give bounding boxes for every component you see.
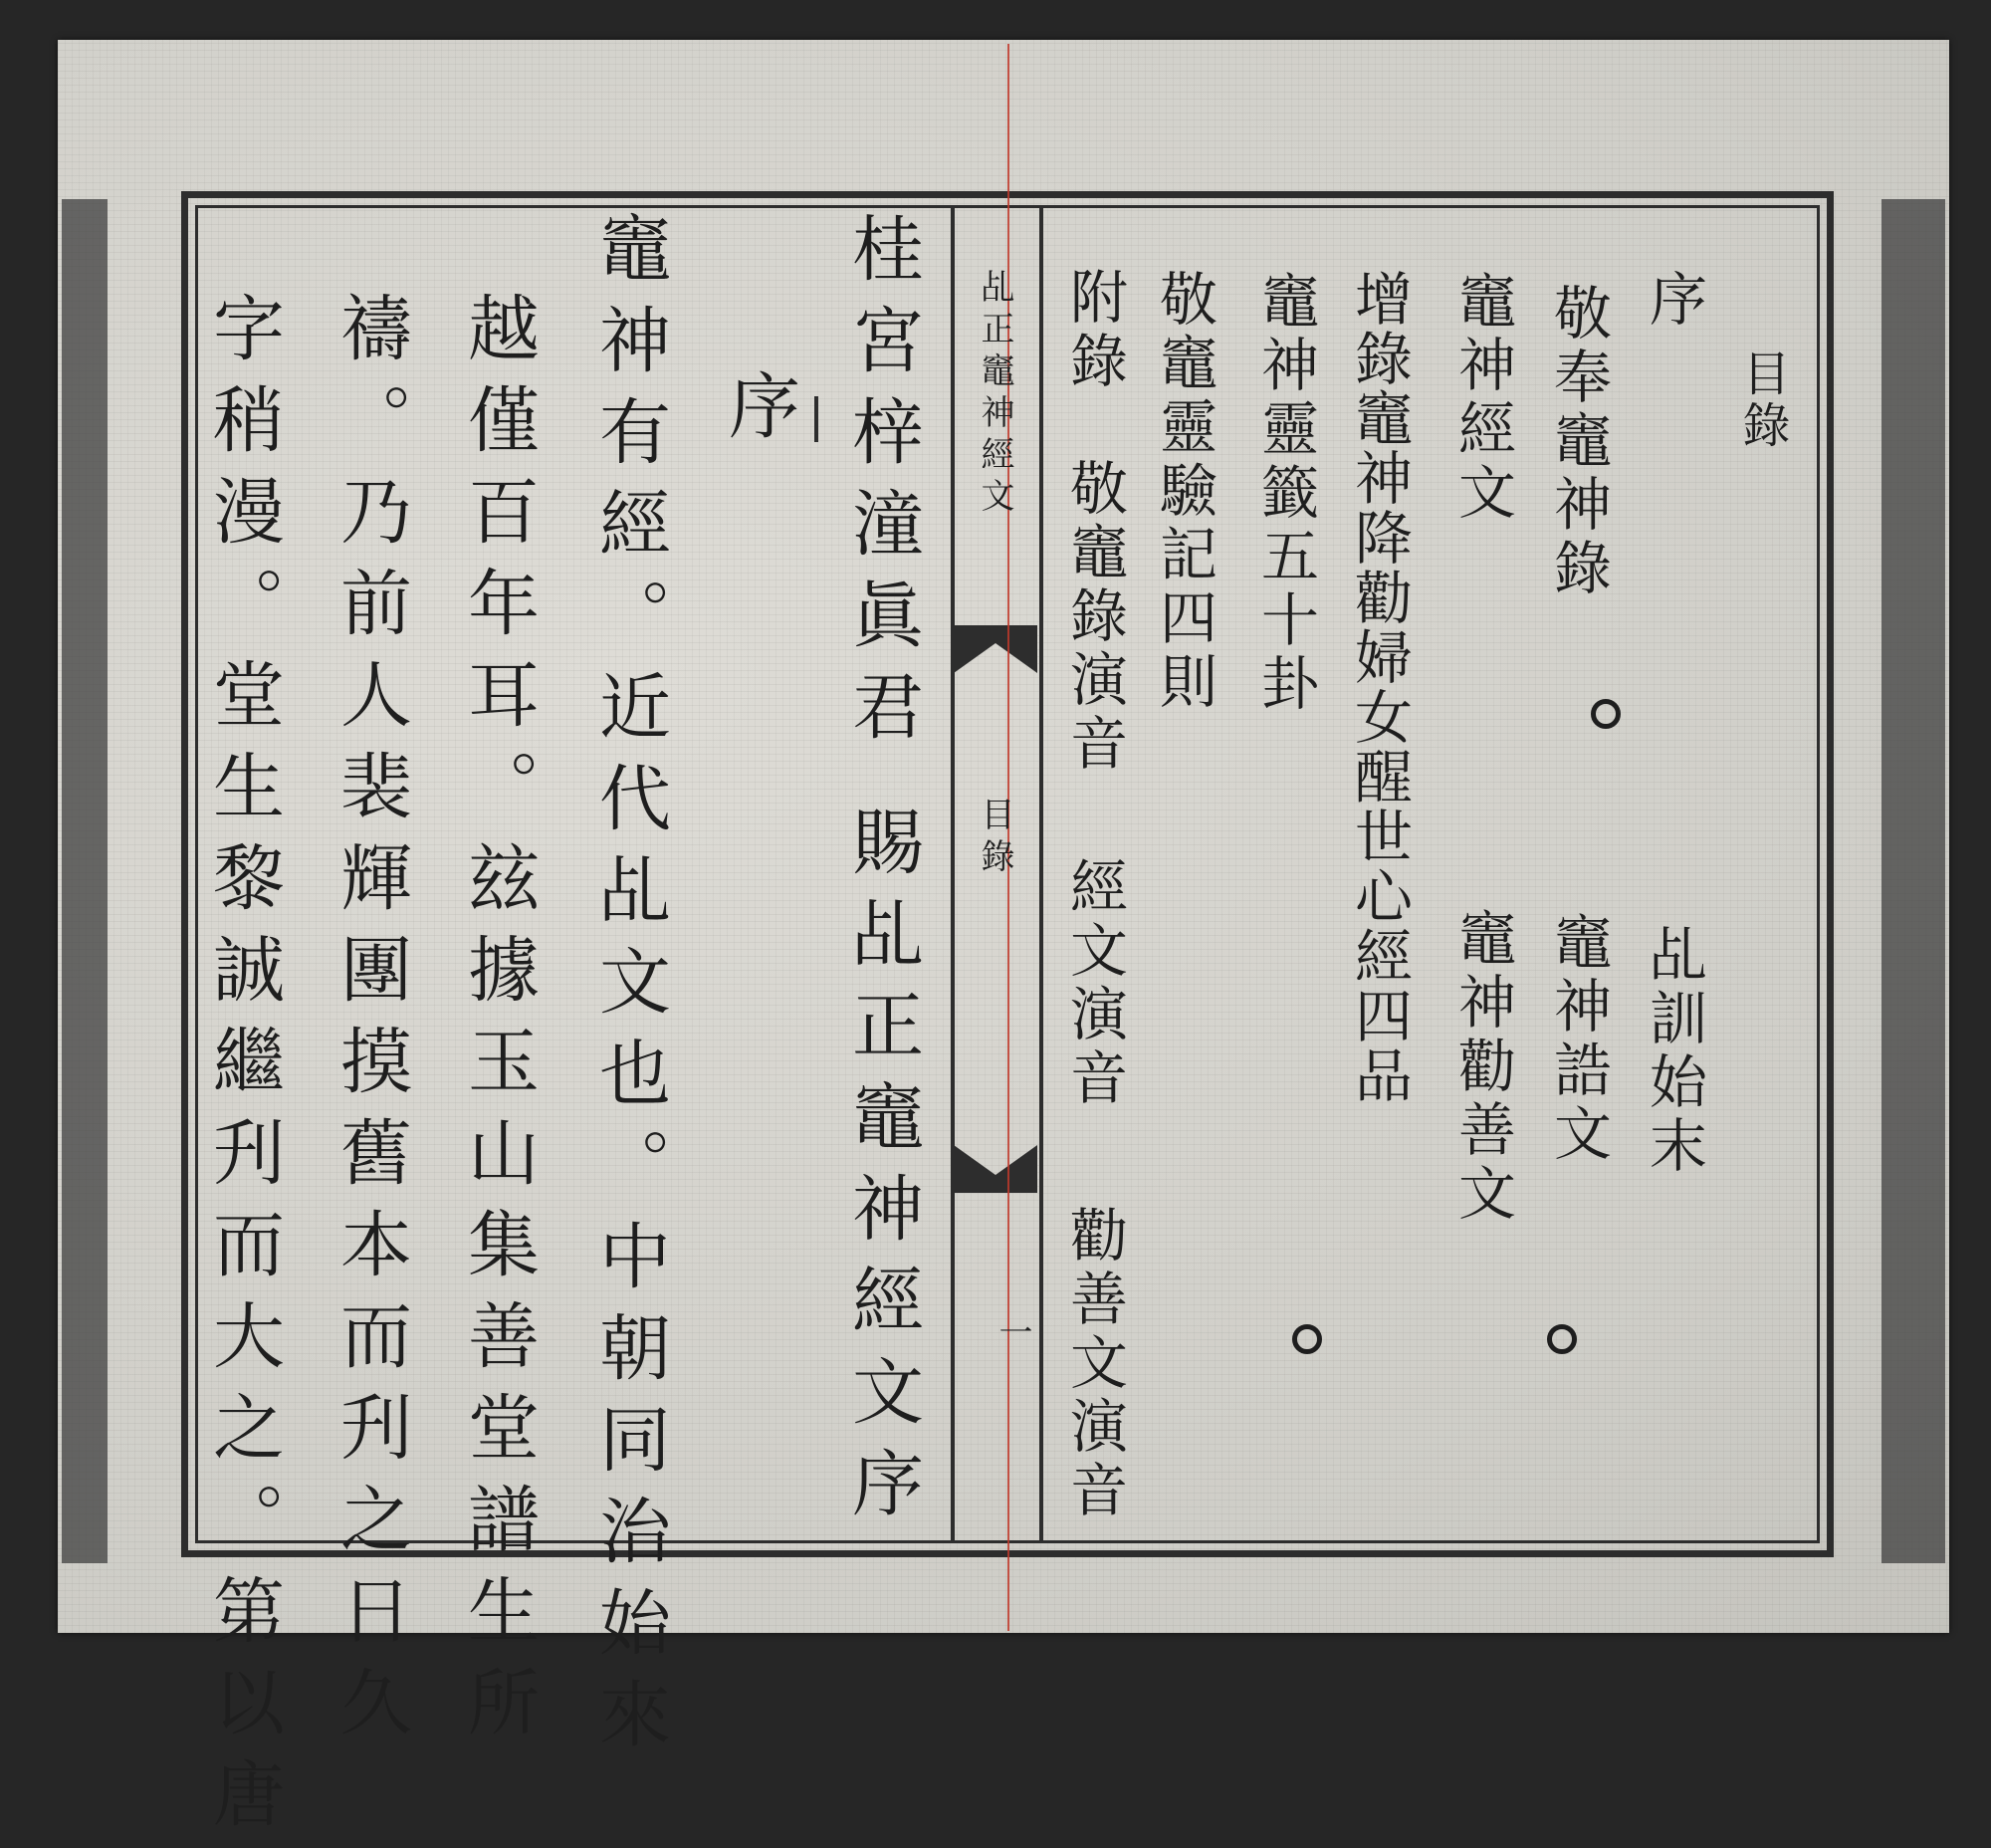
center-column-rule-left [951, 205, 955, 1543]
preface-heading: 序 [717, 368, 800, 460]
preface-body-col-1: 竈神有經。近代乩文也。中朝同治始來 [587, 211, 671, 1768]
contents-entry-7-sub: 經文演音 [1060, 856, 1128, 1111]
contents-entry-1: 序 [1640, 269, 1707, 333]
inked-right-margin [1881, 199, 1945, 1563]
circle-mark [1547, 1324, 1577, 1354]
preface-body-col-2: 越僅百年耳。玆據玉山集善堂譜生所 [456, 291, 540, 1756]
upper-fishtail-mark [954, 625, 1037, 675]
center-page-number: 一 [993, 1314, 1032, 1356]
heading-tick [814, 396, 818, 442]
center-column-rule-right [1039, 205, 1043, 1543]
contents-entry-8-sub: 勸善文演音 [1060, 1205, 1128, 1523]
contents-entry-7: 附錄 敬竈錄演音 [1060, 267, 1128, 777]
contents-entry-2-sub: 竈神誥文 [1544, 912, 1612, 1167]
contents-entry-5: 竈神靈籤五十卦 [1251, 271, 1319, 717]
inked-left-margin [62, 199, 108, 1563]
circle-mark [1292, 1324, 1322, 1354]
center-book-title: 乩正竈神經文 [975, 269, 1014, 520]
preface-body-col-4: 字稍漫。堂生黎誠繼刋而大之。第以唐 [201, 291, 285, 1848]
contents-entry-3: 竈神經文 [1448, 271, 1516, 526]
contents-entry-4: 增錄竈神降勸婦女醒世心經四品 [1345, 269, 1413, 1105]
contents-entry-3-sub: 竈神勸善文 [1448, 908, 1516, 1227]
preface-title-upper: 桂宮梓潼眞君 [840, 211, 924, 761]
contents-heading: 目錄 [1734, 348, 1790, 452]
contents-entry-2: 敬奉竈神錄 [1544, 283, 1612, 601]
contents-entry-6: 敬竈靈驗記四則 [1150, 269, 1217, 715]
circle-mark [1591, 699, 1621, 729]
preface-body-col-3: 禱。乃前人裴輝團摸舊本而刋之日久 [329, 291, 412, 1756]
center-section-label: 目錄 [975, 797, 1014, 880]
preface-title-lower: 賜乩正竈神經文序 [840, 805, 924, 1537]
contents-entry-1-sub: 乩訓始末 [1640, 924, 1707, 1179]
lower-fishtail-mark [954, 1143, 1037, 1193]
